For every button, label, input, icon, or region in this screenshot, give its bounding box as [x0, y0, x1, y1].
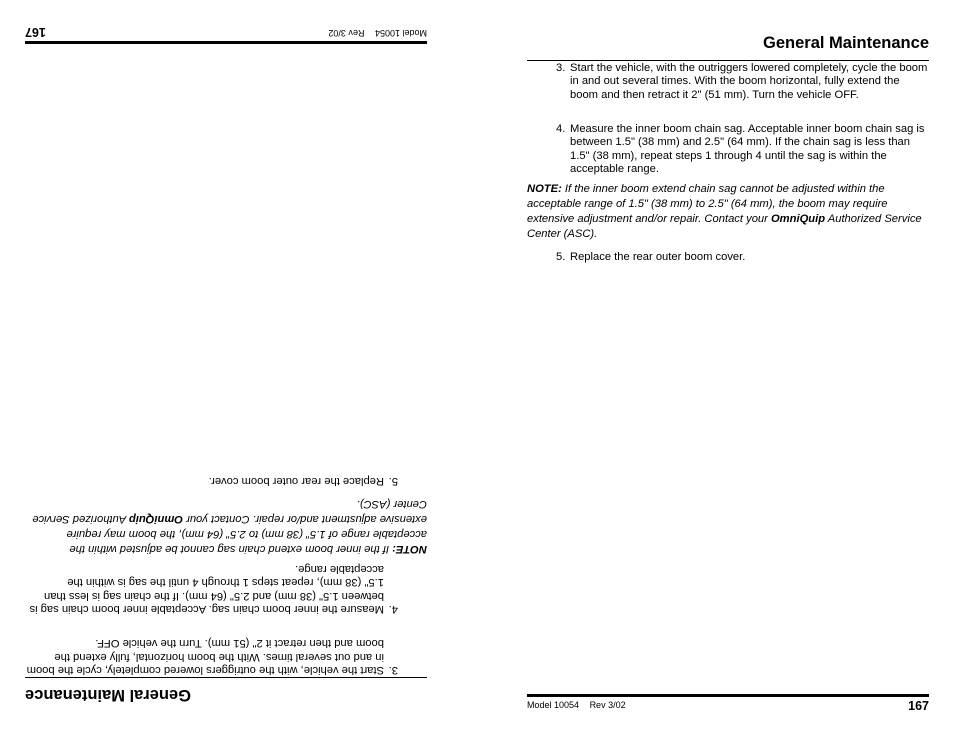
- left-step-3-text: Start the vehicle, with the outriggers lowered completely, cycle the boom in and out several times. With the boom horizontal, fully extend the boom and then retract it 2" (51 mm). Turn the vehicle OFF.: [26, 637, 384, 676]
- step-3-number: 3.: [556, 62, 566, 74]
- left-footer-revision: Rev 3/02: [328, 28, 365, 38]
- left-page-content: [25, 0, 427, 738]
- left-note: [25, 496, 427, 556]
- step-3: [556, 62, 929, 102]
- left-bottom-rule: [25, 41, 427, 44]
- step-5: [556, 251, 929, 264]
- left-note-text-after: Authorized Service Center (ASC).: [32, 498, 427, 525]
- left-footer-model: [320, 28, 427, 38]
- left-note-text-before: If the inner boom extend chain sag cannot be adjusted within the acceptable range of 1.5" (38 mm) to 2.5" (64 mm), the boom may require extensive adjustment and/or repair. Contact your: [66, 513, 427, 555]
- footer-model: [527, 700, 634, 710]
- left-section-title: General Maintenance: [25, 686, 191, 704]
- left-step-5-text: Replace the rear outer boom cover.: [208, 475, 384, 487]
- left-step-5-number: 5.: [388, 475, 398, 487]
- note-brand: OmniQuip: [770, 213, 826, 225]
- step-4-text: Measure the inner boom chain sag. Acceptable inner boom chain sag is between 1.5" (38 mm) and 2.5" (64 mm). If the chain sag is less than 1.5" (38 mm), repeat steps 1 through 4 until the sag is within the acceptable range.: [570, 123, 925, 176]
- left-page-number: 167: [25, 25, 46, 39]
- step-5-text: Replace the rear outer boom cover.: [570, 251, 746, 263]
- left-step-5: [25, 474, 398, 487]
- footer-revision: Rev 3/02: [589, 700, 626, 710]
- left-step-4: [25, 561, 398, 615]
- step-5-number: 5.: [556, 251, 566, 263]
- note: [527, 182, 929, 242]
- step-3-text: Start the vehicle, with the outriggers lowered completely, cycle the boom in and out several times. With the boom horizontal, fully extend the boom and then retract it 2" (51 mm). Turn the vehicle OFF.: [570, 62, 928, 101]
- left-note-label: NOTE:: [392, 543, 427, 555]
- note-text-before: If the inner boom extend chain sag cannot be adjusted within the acceptable range of 1.5" (38 mm) to 2.5" (64 mm), the boom may require extensive adjustment and/or repair. Contact your: [527, 183, 888, 225]
- left-footer-model-number: Model 10054: [374, 28, 427, 38]
- note-text-after: Authorized Service Center (ASC).: [527, 213, 922, 240]
- right-page: [477, 0, 954, 738]
- bottom-rule: [527, 694, 929, 697]
- left-step-3: [25, 636, 398, 676]
- step-4: [556, 123, 929, 177]
- left-top-rule: [25, 677, 427, 678]
- step-4-number: 4.: [556, 123, 566, 135]
- footer-model-number: Model 10054: [527, 700, 580, 710]
- left-step-3-number: 3.: [388, 664, 398, 676]
- top-rule: [527, 60, 929, 61]
- note-label: NOTE:: [527, 183, 562, 195]
- left-step-4-number: 4.: [388, 603, 398, 615]
- section-title: General Maintenance: [763, 34, 929, 52]
- left-note-brand: OmniQuip: [128, 513, 184, 525]
- right-page-content: [527, 0, 929, 738]
- page-number: 167: [908, 699, 929, 713]
- left-step-4-text: Measure the inner boom chain sag. Acceptable inner boom chain sag is between 1.5" (38 mm) and 2.5" (64 mm). If the chain sag is less than 1.5" (38 mm), repeat steps 1 through 4 until the sag is within the acceptable range.: [29, 562, 384, 615]
